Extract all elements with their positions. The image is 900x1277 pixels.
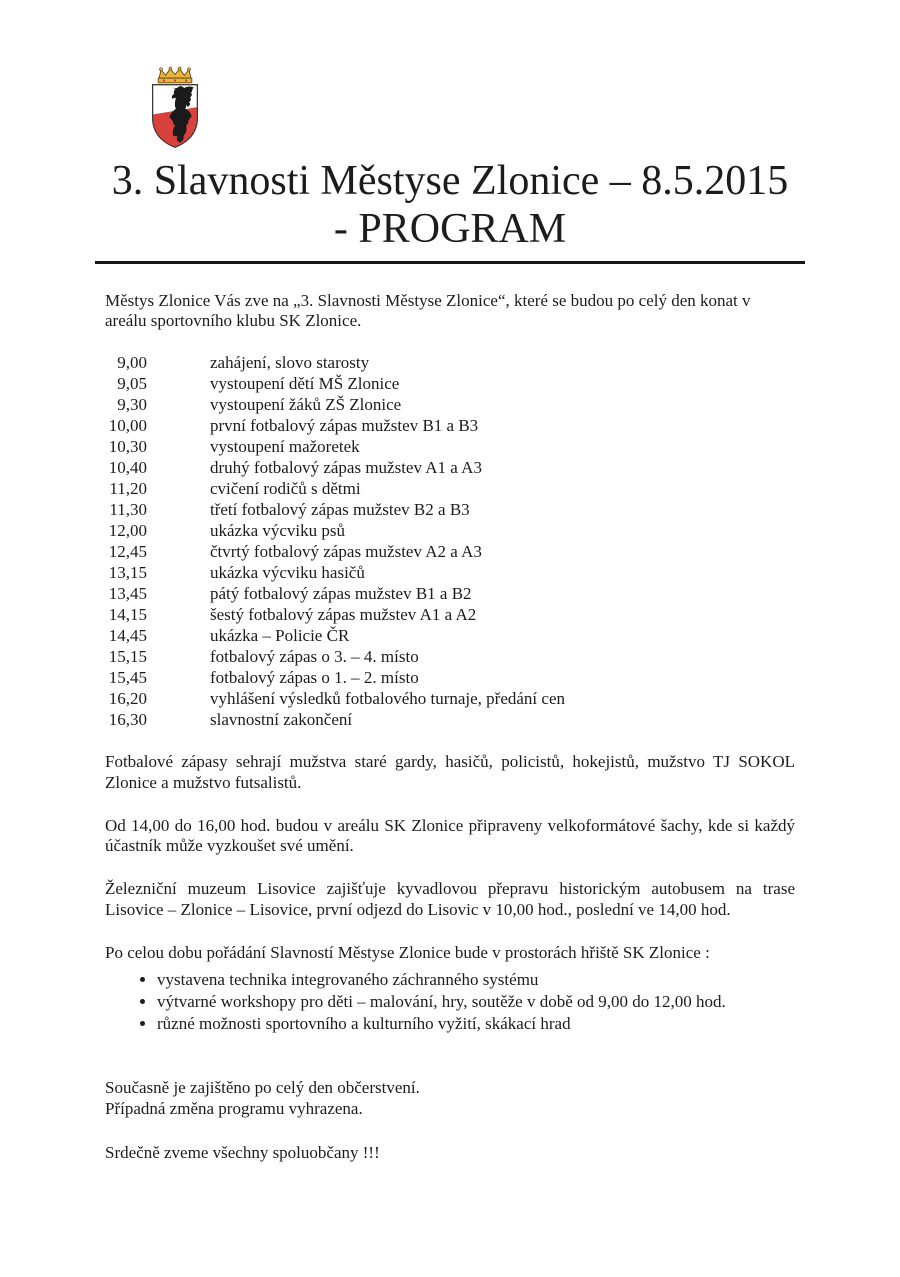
schedule-activity: čtvrtý fotbalový zápas mužstev A2 a A3 (210, 542, 482, 562)
schedule-row (105, 499, 795, 520)
page-title (105, 158, 795, 254)
title-line-2: - PROGRAM (333, 205, 567, 252)
schedule-activity: třetí fotbalový zápas mužstev B2 a B3 (210, 500, 470, 520)
bullet-section-lead: Po celou dobu pořádání Slavností Městyse Zlonice bude v prostorách hřiště SK Zlonice : (105, 942, 710, 962)
schedule-time: 10,00 (108, 416, 147, 436)
schedule-row (105, 520, 795, 541)
paragraph-chess: Od 14,00 do 16,00 hod. budou v areálu SK Zlonice připraveny velkoformátové šachy, kde si každý účastník může vyzkoušet své umění. (105, 815, 795, 856)
bullet-item: • vystavena technika integrovaného záchranného systému (157, 969, 795, 991)
schedule-table (105, 352, 795, 730)
schedule-row (105, 373, 795, 394)
schedule-activity: ukázka výcviku hasičů (210, 563, 365, 583)
schedule-time: 14,45 (108, 626, 147, 646)
schedule-row (105, 667, 795, 688)
schedule-row (105, 604, 795, 625)
schedule-activity: vystoupení mažoretek (210, 437, 360, 457)
closing-line-refreshments: Současně je zajištěno po celý den občerstvení. (105, 1077, 420, 1097)
schedule-time: 9,30 (117, 395, 147, 415)
schedule-time: 14,15 (108, 605, 147, 625)
schedule-activity: druhý fotbalový zápas mužstev A1 a A3 (210, 458, 482, 478)
schedule-row (105, 352, 795, 373)
schedule-activity: cvičení rodičů s dětmi (210, 479, 361, 499)
schedule-activity: ukázka – Policie ČR (210, 626, 350, 646)
bullet-item: • výtvarné workshopy pro děti – malování, hry, soutěže v době od 9,00 do 12,00 hod. (157, 991, 795, 1013)
schedule-row (105, 562, 795, 583)
schedule-row (105, 688, 795, 709)
schedule-time: 16,20 (108, 689, 147, 709)
schedule-time: 13,15 (108, 563, 147, 583)
schedule-row (105, 625, 795, 646)
schedule-time: 11,30 (109, 500, 147, 520)
schedule-activity: slavnostní zakončení (210, 710, 353, 730)
schedule-row (105, 541, 795, 562)
schedule-row (105, 646, 795, 667)
closing-line-program-change: Případná změna programu vyhrazena. (105, 1098, 363, 1118)
schedule-time: 11,20 (109, 479, 147, 499)
intro-paragraph: Městys Zlonice Vás zve na „3. Slavnosti Městyse Zlonice“, které se budou po celý den konat v areálu sportovního klubu SK Zlonice. (105, 290, 751, 331)
title-divider (95, 261, 805, 264)
schedule-row (105, 709, 795, 730)
farewell-line: Srdečně zveme všechny spoluobčany !!! (105, 1142, 380, 1162)
schedule-activity: fotbalový zápas o 1. – 2. místo (210, 668, 419, 688)
bullet-list (105, 969, 795, 1035)
schedule-row (105, 583, 795, 604)
schedule-time: 12,00 (108, 521, 147, 541)
schedule-time: 15,45 (108, 668, 147, 688)
schedule-activity: první fotbalový zápas mužstev B1 a B3 (210, 416, 479, 436)
schedule-time: 10,30 (108, 437, 147, 457)
schedule-row (105, 394, 795, 415)
schedule-activity: vystoupení dětí MŠ Zlonice (210, 374, 400, 394)
schedule-time: 10,40 (108, 458, 147, 478)
schedule-activity: šestý fotbalový zápas mužstev A1 a A2 (210, 605, 477, 625)
schedule-activity: vyhlášení výsledků fotbalového turnaje, předání cen (210, 689, 565, 709)
schedule-row (105, 478, 795, 499)
schedule-row (105, 415, 795, 436)
schedule-row (105, 436, 795, 457)
schedule-row (105, 457, 795, 478)
schedule-activity: zahájení, slovo starosty (210, 353, 370, 373)
schedule-time: 9,00 (117, 353, 147, 373)
schedule-time: 15,15 (108, 647, 147, 667)
schedule-activity: vystoupení žáků ZŠ Zlonice (210, 395, 402, 415)
schedule-time: 12,45 (108, 542, 147, 562)
coat-of-arms-graphic (147, 66, 203, 150)
schedule-activity: fotbalový zápas o 3. – 4. místo (210, 647, 419, 667)
schedule-activity: ukázka výcviku psů (210, 521, 346, 541)
crown-icon (158, 67, 192, 83)
title-line-1: 3. Slavnosti Městyse Zlonice – 8.5.2015 (111, 158, 789, 204)
paragraph-railway-museum: Železniční muzeum Lisovice zajišťuje kyvadlovou přepravu historickým autobusem na trase Lisovice – Zlonice – Lisovice, první odjezd do Lisovic v 10,00 hod., poslední ve 14,00 hod. (105, 879, 795, 919)
closing-block (105, 1077, 795, 1119)
zlonice-coat-of-arms-image (147, 66, 203, 150)
bullet-item: • různé možnosti sportovního a kulturního vyžití, skákací hrad (157, 1013, 795, 1035)
schedule-activity: pátý fotbalový zápas mužstev B1 a B2 (210, 584, 472, 604)
paragraph-football-teams: Fotbalové zápasy sehrají mužstva staré gardy, hasičů, policistů, hokejistů, mužstvo TJ SOKOL Zlonice a mužstvo futsalistů. (105, 752, 795, 792)
schedule-time: 16,30 (108, 710, 147, 730)
schedule-time: 9,05 (117, 374, 147, 394)
schedule-time: 13,45 (108, 584, 147, 604)
